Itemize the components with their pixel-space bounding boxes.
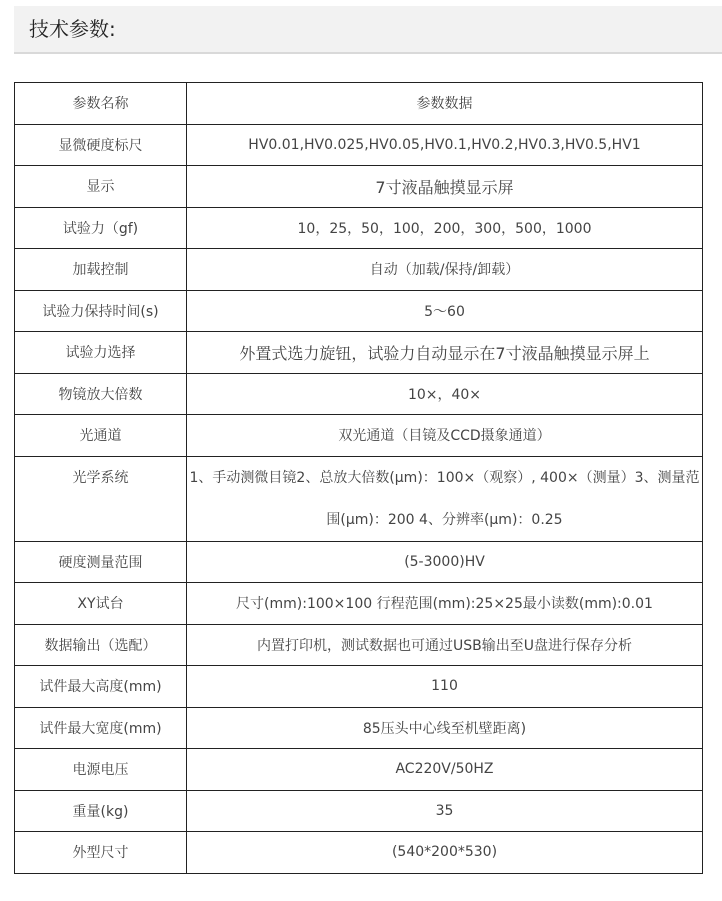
table-row (15, 373, 703, 415)
param-name: 数据输出（选配） (15, 624, 187, 666)
table-row (15, 707, 703, 749)
param-name: 试验力保持时间(s) (15, 290, 187, 332)
table-row (15, 207, 703, 249)
param-value: 尺寸(mm):100×100 行程范围(mm):25×25最小读数(mm):0.01 (187, 583, 703, 625)
table-row (15, 166, 703, 208)
column-header-name: 参数名称 (15, 83, 187, 125)
table-row (15, 456, 703, 541)
param-name: 试件最大高度(mm) (15, 666, 187, 708)
param-name: 硬度测量范围 (15, 541, 187, 583)
param-value: 5～60 (187, 290, 703, 332)
param-name: 光通道 (15, 415, 187, 457)
table-row (15, 832, 703, 874)
param-value: (5-3000)HV (187, 541, 703, 583)
table-row (15, 332, 703, 374)
param-name: 物镜放大倍数 (15, 373, 187, 415)
param-value: 10，25，50，100，200，300，500，1000 (187, 207, 703, 249)
param-name: 显微硬度标尺 (15, 124, 187, 166)
param-value: HV0.01,HV0.025,HV0.05,HV0.1,HV0.2,HV0.3,HV0.5,HV1 (187, 124, 703, 166)
param-value: 双光通道（目镜及CCD摄象通道） (187, 415, 703, 457)
table-row (15, 249, 703, 291)
param-name: 显示 (15, 166, 187, 208)
table-row (15, 624, 703, 666)
param-name: XY试台 (15, 583, 187, 625)
table-row (15, 124, 703, 166)
param-name: 试验力（gf) (15, 207, 187, 249)
table-row (15, 666, 703, 708)
param-value: 自动（加载/保持/卸载） (187, 249, 703, 291)
param-value: 85压头中心线至机壁距离) (187, 707, 703, 749)
table-row (15, 541, 703, 583)
param-name: 外型尺寸 (15, 832, 187, 874)
table-row (15, 790, 703, 832)
table-row (15, 290, 703, 332)
param-name: 试件最大宽度(mm) (15, 707, 187, 749)
param-name: 加载控制 (15, 249, 187, 291)
param-value: AC220V/50HZ (187, 749, 703, 791)
param-value: (540*200*530) (187, 832, 703, 874)
param-name: 试验力选择 (15, 332, 187, 374)
param-value: 110 (187, 666, 703, 708)
table-header-row (15, 83, 703, 125)
param-value: 7寸液晶触摸显示屏 (187, 166, 703, 208)
param-name: 重量(kg) (15, 790, 187, 832)
section-header (14, 6, 722, 54)
param-name: 光学系统 (15, 456, 187, 541)
param-value: 1、手动测微目镜2、总放大倍数(μm)：100×（观察）, 400×（测量）3、测量范围(μm)：200 4、分辨率(μm)：0.25 (187, 456, 703, 541)
param-value: 外置式选力旋钮，试验力自动显示在7寸液晶触摸显示屏上 (187, 332, 703, 374)
param-name: 电源电压 (15, 749, 187, 791)
parameters-table (14, 82, 703, 874)
param-value: 35 (187, 790, 703, 832)
table-row (15, 749, 703, 791)
param-value: 10×，40× (187, 373, 703, 415)
param-value: 内置打印机，测试数据也可通过USB输出至U盘进行保存分析 (187, 624, 703, 666)
table-row (15, 583, 703, 625)
section-title: 技术参数: (29, 17, 116, 41)
table-row (15, 415, 703, 457)
column-header-value: 参数数据 (187, 83, 703, 125)
